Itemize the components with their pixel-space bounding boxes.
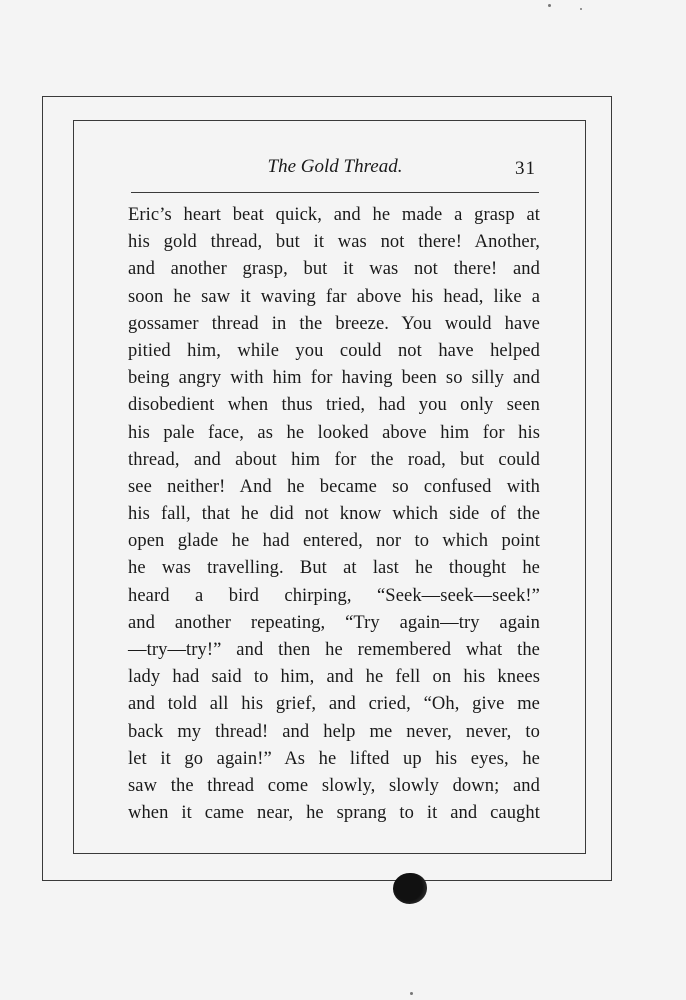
text-line: thread, and about him for the road, but could [128,449,540,470]
paper-speck [548,4,551,7]
ink-blot [393,873,427,904]
header-rule [131,192,539,193]
text-line: gossamer thread in the breeze. You would have [128,313,540,334]
text-line: pitied him, while you could not have helped [128,340,540,361]
text-line: —try—try!” and then he remembered what the [128,640,540,660]
text-line: heard a bird chirping, “Seek—seek—seek!” [128,585,540,606]
text-line: and told all his grief, and cried, “Oh, give me [128,694,540,715]
text-line: his fall, that he did not know which side of the [128,504,540,525]
text-line: he was travelling. But at last he thought he [128,558,540,579]
text-line: see neither! And he became so confused with [128,476,540,497]
text-line: let it go again!” As he lifted up his eyes, he [128,748,540,769]
running-header [130,156,540,186]
text-line: saw the thread come slowly, slowly down; and [128,775,540,796]
paper-speck [410,992,413,995]
running-title: The Gold Thread. [267,156,403,177]
text-line: his pale face, as he looked above him for his [128,422,540,443]
text-line: back my thread! and help me never, never, to [128,721,540,742]
text-line: open glade he had entered, nor to which point [128,531,540,552]
text-line: when it came near, he sprang to it and caught [128,803,540,824]
text-line: his gold thread, but it was not there! Another, [128,232,540,253]
text-line: and another grasp, but it was not there! and [128,259,540,280]
text-line: and another repeating, “Try again—try again [128,612,540,633]
paper-speck [580,8,582,10]
page-number: 31 [515,158,536,179]
text-line: Eric’s heart beat quick, and he made a grasp at [128,205,540,225]
text-line: soon he saw it waving far above his head, like a [128,286,540,307]
text-line: being angry with him for having been so silly and [128,368,540,389]
text-line: lady had said to him, and he fell on his knees [128,667,540,688]
text-line: disobedient when thus tried, had you only seen [128,395,540,416]
body-text [128,202,540,827]
